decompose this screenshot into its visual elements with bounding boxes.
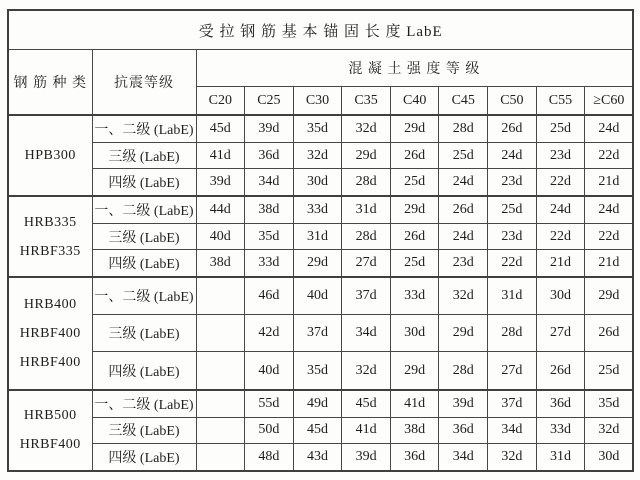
anchorage-value-cell: 22d: [488, 250, 537, 277]
anchorage-value-cell: 21d: [585, 169, 634, 196]
anchorage-value-cell: 39d: [342, 444, 391, 471]
seismic-grade-cell: 四级 (LabE): [92, 444, 196, 471]
anchorage-value-cell: 39d: [196, 169, 245, 196]
table-row: [8, 315, 633, 352]
anchorage-value-cell: [196, 277, 245, 315]
table-body: [8, 115, 633, 471]
anchorage-value-cell: 45d: [342, 390, 391, 417]
anchorage-value-cell: 23d: [439, 250, 488, 277]
anchorage-value-cell: 40d: [293, 277, 342, 315]
anchorage-value-cell: 30d: [585, 444, 634, 471]
anchorage-length-table: [7, 9, 634, 472]
anchorage-value-cell: 37d: [293, 315, 342, 352]
anchorage-value-cell: 24d: [585, 115, 634, 142]
column-header-strength: C20: [196, 87, 245, 116]
table-row: [8, 352, 633, 390]
anchorage-value-cell: 34d: [245, 169, 294, 196]
seismic-grade-cell: 一、二级 (LabE): [92, 115, 196, 142]
seismic-grade-cell: 四级 (LabE): [92, 250, 196, 277]
anchorage-value-cell: 35d: [245, 223, 294, 250]
anchorage-value-cell: 42d: [245, 315, 294, 352]
anchorage-value-cell: 29d: [342, 142, 391, 169]
anchorage-value-cell: 35d: [293, 352, 342, 390]
seismic-grade-cell: 一、二级 (LabE): [92, 196, 196, 223]
anchorage-value-cell: 43d: [293, 444, 342, 471]
rebar-type-line: HRB500: [23, 408, 77, 424]
anchorage-value-cell: 39d: [439, 390, 488, 417]
column-header-strength: C40: [390, 87, 439, 116]
anchorage-value-cell: 21d: [585, 250, 634, 277]
table-row: [8, 223, 633, 250]
anchorage-value-cell: 36d: [245, 142, 294, 169]
rebar-type-line: HRBF400: [19, 325, 81, 341]
column-header-strength: C30: [293, 87, 342, 116]
column-header-strength: C25: [245, 87, 294, 116]
anchorage-value-cell: 38d: [390, 417, 439, 444]
anchorage-value-cell: 24d: [488, 142, 537, 169]
anchorage-value-cell: 32d: [488, 444, 537, 471]
rebar-type-line: HRB335: [23, 214, 77, 230]
column-header-strength: C35: [342, 87, 391, 116]
anchorage-value-cell: 34d: [342, 315, 391, 352]
anchorage-value-cell: 22d: [536, 169, 585, 196]
anchorage-value-cell: 24d: [439, 223, 488, 250]
anchorage-value-cell: 32d: [342, 115, 391, 142]
table-row: [8, 169, 633, 196]
anchorage-value-cell: 30d: [536, 277, 585, 315]
anchorage-value-cell: 36d: [536, 390, 585, 417]
rebar-type-line: HRB400: [23, 296, 77, 312]
anchorage-value-cell: 29d: [585, 277, 634, 315]
rebar-type-cell: [8, 115, 92, 196]
anchorage-value-cell: 27d: [488, 352, 537, 390]
anchorage-value-cell: 25d: [390, 169, 439, 196]
anchorage-value-cell: 32d: [342, 352, 391, 390]
anchorage-value-cell: 33d: [293, 196, 342, 223]
anchorage-value-cell: 30d: [390, 315, 439, 352]
anchorage-value-cell: 26d: [488, 115, 537, 142]
anchorage-value-cell: 36d: [439, 417, 488, 444]
anchorage-value-cell: 28d: [439, 352, 488, 390]
table-row: [8, 196, 633, 223]
seismic-grade-cell: 四级 (LabE): [92, 169, 196, 196]
anchorage-value-cell: 22d: [585, 223, 634, 250]
column-header-seismic-grade: 抗震等级: [92, 50, 196, 116]
rebar-type-line: HRBF335: [19, 243, 81, 259]
anchorage-value-cell: 41d: [196, 142, 245, 169]
anchorage-value-cell: 27d: [536, 315, 585, 352]
anchorage-value-cell: 26d: [585, 315, 634, 352]
seismic-grade-cell: 四级 (LabE): [92, 352, 196, 390]
anchorage-value-cell: 33d: [245, 250, 294, 277]
anchorage-value-cell: 38d: [196, 250, 245, 277]
table-title: 受 拉 钢 筋 基 本 锚 固 长 度 LabE: [8, 10, 633, 50]
seismic-grade-cell: 三级 (LabE): [92, 142, 196, 169]
anchorage-value-cell: 31d: [536, 444, 585, 471]
anchorage-value-cell: 28d: [488, 315, 537, 352]
anchorage-value-cell: 23d: [488, 223, 537, 250]
anchorage-value-cell: [196, 444, 245, 471]
anchorage-value-cell: 25d: [536, 115, 585, 142]
table-row: [8, 390, 633, 417]
column-header-strength: C55: [536, 87, 585, 116]
anchorage-value-cell: [196, 352, 245, 390]
seismic-grade-cell: 三级 (LabE): [92, 315, 196, 352]
table-row: [8, 115, 633, 142]
table-row: [8, 250, 633, 277]
anchorage-value-cell: 33d: [390, 277, 439, 315]
anchorage-value-cell: 45d: [293, 417, 342, 444]
anchorage-value-cell: [196, 390, 245, 417]
rebar-type-line: HPB300: [24, 148, 76, 164]
table-row: [8, 417, 633, 444]
anchorage-value-cell: 25d: [585, 352, 634, 390]
anchorage-value-cell: 36d: [390, 444, 439, 471]
anchorage-value-cell: 26d: [390, 142, 439, 169]
anchorage-value-cell: 25d: [390, 250, 439, 277]
anchorage-value-cell: 40d: [196, 223, 245, 250]
anchorage-value-cell: [196, 417, 245, 444]
anchorage-value-cell: 41d: [342, 417, 391, 444]
anchorage-value-cell: 29d: [390, 115, 439, 142]
anchorage-value-cell: 26d: [390, 223, 439, 250]
column-header-rebar-type: 钢 筋 种 类: [8, 50, 92, 116]
anchorage-value-cell: 34d: [488, 417, 537, 444]
anchorage-value-cell: 32d: [585, 417, 634, 444]
column-header-concrete-grade: 混 凝 土 强 度 等 级: [196, 50, 633, 87]
column-header-strength: ≥C60: [585, 87, 634, 116]
anchorage-value-cell: 34d: [439, 444, 488, 471]
anchorage-value-cell: 31d: [342, 196, 391, 223]
seismic-grade-cell: 三级 (LabE): [92, 417, 196, 444]
rebar-type-cell: [8, 196, 92, 277]
anchorage-value-cell: [196, 315, 245, 352]
column-header-strength: C45: [439, 87, 488, 116]
anchorage-value-cell: 26d: [536, 352, 585, 390]
anchorage-value-cell: 21d: [536, 250, 585, 277]
anchorage-value-cell: 24d: [536, 196, 585, 223]
anchorage-value-cell: 28d: [342, 169, 391, 196]
anchorage-value-cell: 55d: [245, 390, 294, 417]
anchorage-value-cell: 22d: [585, 142, 634, 169]
rebar-type-line: HRBF400: [19, 354, 81, 370]
anchorage-value-cell: 32d: [439, 277, 488, 315]
anchorage-value-cell: 35d: [585, 390, 634, 417]
rebar-type-cell: [8, 390, 92, 471]
rebar-type-cell: [8, 277, 92, 390]
anchorage-value-cell: 23d: [488, 169, 537, 196]
anchorage-value-cell: 44d: [196, 196, 245, 223]
anchorage-value-cell: 23d: [536, 142, 585, 169]
anchorage-value-cell: 32d: [293, 142, 342, 169]
anchorage-value-cell: 37d: [488, 390, 537, 417]
anchorage-value-cell: 33d: [536, 417, 585, 444]
anchorage-value-cell: 48d: [245, 444, 294, 471]
anchorage-value-cell: 31d: [293, 223, 342, 250]
anchorage-value-cell: 31d: [488, 277, 537, 315]
anchorage-value-cell: 49d: [293, 390, 342, 417]
anchorage-value-cell: 28d: [342, 223, 391, 250]
anchorage-value-cell: 26d: [439, 196, 488, 223]
anchorage-value-cell: 35d: [293, 115, 342, 142]
anchorage-value-cell: 28d: [439, 115, 488, 142]
anchorage-value-cell: 29d: [390, 196, 439, 223]
seismic-grade-cell: 三级 (LabE): [92, 223, 196, 250]
anchorage-value-cell: 27d: [342, 250, 391, 277]
column-header-strength: C50: [488, 87, 537, 116]
anchorage-value-cell: 30d: [293, 169, 342, 196]
anchorage-value-cell: 37d: [342, 277, 391, 315]
anchorage-value-cell: 50d: [245, 417, 294, 444]
anchorage-value-cell: 25d: [488, 196, 537, 223]
anchorage-value-cell: 29d: [390, 352, 439, 390]
anchorage-value-cell: 29d: [439, 315, 488, 352]
anchorage-value-cell: 39d: [245, 115, 294, 142]
seismic-grade-cell: 一、二级 (LabE): [92, 277, 196, 315]
anchorage-value-cell: 25d: [439, 142, 488, 169]
anchorage-value-cell: 41d: [390, 390, 439, 417]
rebar-type-line: HRBF400: [19, 437, 81, 453]
anchorage-value-cell: 40d: [245, 352, 294, 390]
anchorage-value-cell: 45d: [196, 115, 245, 142]
anchorage-value-cell: 38d: [245, 196, 294, 223]
anchorage-value-cell: 24d: [439, 169, 488, 196]
anchorage-value-cell: 46d: [245, 277, 294, 315]
seismic-grade-cell: 一、二级 (LabE): [92, 390, 196, 417]
anchorage-value-cell: 24d: [585, 196, 634, 223]
table-row: [8, 444, 633, 471]
table-row: [8, 142, 633, 169]
table-row: [8, 277, 633, 315]
anchorage-value-cell: 29d: [293, 250, 342, 277]
anchorage-value-cell: 22d: [536, 223, 585, 250]
